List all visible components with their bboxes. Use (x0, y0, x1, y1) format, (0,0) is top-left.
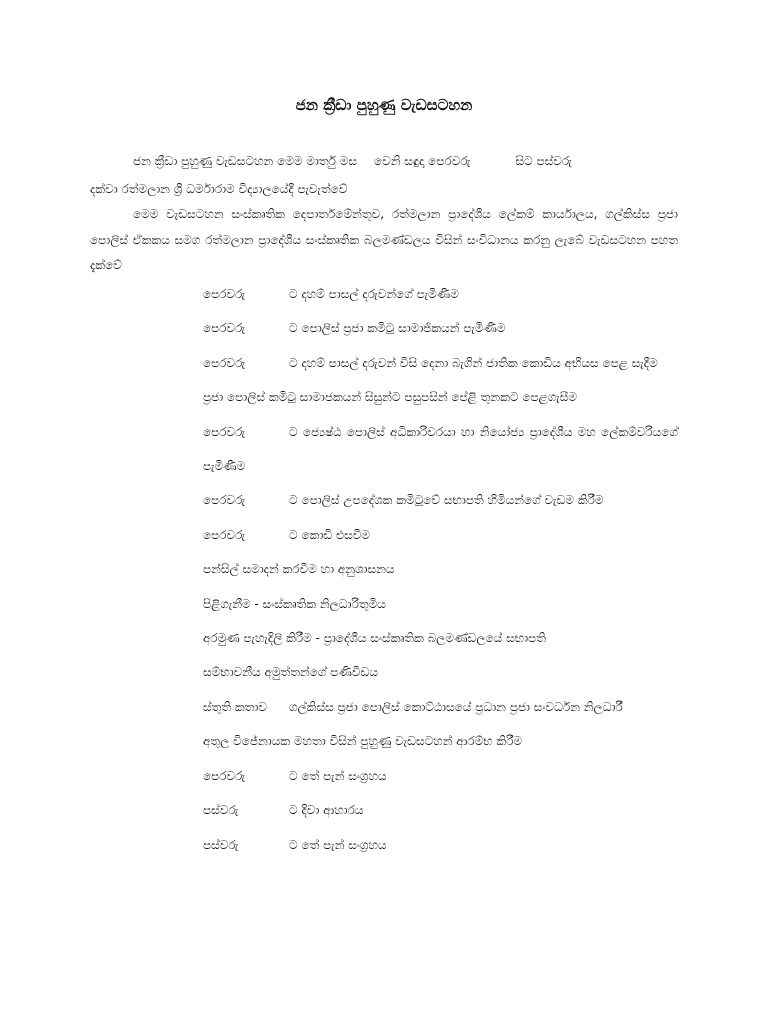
blank-time-field (470, 164, 515, 165)
intro-segment: සිට පස්වරු (515, 154, 572, 168)
schedule-item (203, 311, 678, 345)
schedule-item (203, 483, 678, 517)
document-title: ජන ක්‍රීඩා පුහුණු වැඩසටහන (295, 96, 473, 114)
schedule-item-period: පෙරවරු (203, 768, 246, 783)
schedule-item-text: ට දිවා ආහාරය (289, 803, 364, 818)
intro-segment: දක්වා රත්මලාන ශ්‍රී ධර්මාරාම විද්‍යාලයේදී පැවැත්වේ (90, 182, 348, 196)
schedule-item-text: ට පොලිස් ප්‍රජා කමිටු සාමාජිකයන් පැමිණීම (289, 321, 506, 336)
schedule-item-period: පෙරවරු (203, 527, 246, 542)
schedule-item-period: පෙරවරු (203, 424, 246, 439)
schedule-item-text: ට දහම් පාසල් දරුවන්ගේ පැමිණීම (289, 287, 459, 301)
schedule-item-period: පස්වරු (203, 837, 239, 852)
schedule-item (203, 655, 678, 689)
schedule-item-label: ස්තුති කතාව (203, 699, 267, 714)
schedule-item-text: ට කොඩි එසවීම (289, 527, 371, 542)
schedule-item (203, 724, 678, 758)
description-paragraph: මෙම වැඩසටහන සංස්කෘතික දෙපාර්තමේන්තුව, රත්මලාන ප්‍රාදේශීය ලේකම් කාර්යාලය, ගල්කිස්ස ප්‍රජා පොලිස් ඒකකය සමග රත්මලාන ප්‍රාදේශීය සංස්කෘතික බලමණ්ඩලය විසින් සංවිධානය කරනු ලැබේ වැඩසටහන පහත දැක්වේ (90, 207, 678, 272)
schedule-item-text: ට තේ පැන් සංග්‍රහය (289, 837, 387, 852)
schedule-item (203, 621, 678, 655)
schedule-item (203, 415, 678, 484)
schedule-item (203, 380, 678, 414)
schedule-item-text: ට ජ්‍යෙෂ්ඨ පොලිස් අධිකාරිවරයා හා නියෝජ්‍ය ප්‍රාදේශීය මහ ලේකම්වරියගේ පැමිණීම (203, 424, 678, 474)
schedule-item (203, 587, 678, 621)
schedule-item-period: පෙරවරු (203, 493, 246, 508)
intro-segment: වෙනි සඳුදා පෙරවරු (373, 154, 471, 168)
intro-segment: ජන ක්‍රීඩා පුහුණු වැඩසටහන මෙම මාර්තු මස (133, 154, 357, 168)
schedule-item (203, 518, 678, 552)
schedule-item-period: පෙරවරු (203, 287, 246, 301)
schedule-list (203, 277, 678, 862)
schedule-item-text: පිළිගැනීම - සංස්කෘතික නිලධාරිතුමිය (203, 596, 386, 611)
schedule-item-text: ගල්කිස්ස ප්‍රජා පොලිස් කොට්ඨාසයේ ප්‍රධාන ප්‍රජා සංවර්ධන නිලධාරී (289, 699, 623, 714)
schedule-item-text: ට තේ පැන් සංග්‍රහය (289, 768, 387, 783)
schedule-item (203, 828, 678, 862)
schedule-item-period: පස්වරු (203, 803, 239, 818)
intro-paragraph (90, 147, 678, 203)
schedule-item-text: පන්සිල් සමාදන් කරවීම හා අනුශාසනය (203, 562, 395, 577)
schedule-item (203, 346, 678, 380)
schedule-item-period: පෙරවරු (203, 321, 246, 336)
schedule-item-text: ට පොලිස් උපදේශක කමිටුවේ සභාපති හිමියන්ගේ වැඩම කිරීම (289, 493, 604, 508)
blank-date-field (357, 164, 374, 165)
schedule-item (203, 277, 678, 311)
schedule-item-text: අරමුණ පැහැදිලි කිරීම - ප්‍රාදේශීය සංස්කෘතික බලමණ්ඩලයේ සභාපති (203, 631, 546, 646)
schedule-item-text: අතුල විජේනායක මහතා විසින් පුහුණු වැඩසටහන් ආරම්භ කිරීම (203, 734, 523, 749)
schedule-item-text: ට දහම් පාසල් දරුවන් විසි දෙනා බැගින් ජාතික කොඩිය අභියස පෙළ සැදීම (289, 355, 658, 370)
schedule-item (203, 690, 678, 724)
schedule-item-period: පෙරවරු (203, 355, 246, 370)
schedule-item (203, 759, 678, 793)
schedule-item (203, 552, 678, 586)
schedule-item-text: සම්භාවනීය අමුත්තන්ගේ පණිවිඩය (203, 665, 379, 680)
schedule-item (203, 793, 678, 827)
schedule-item-text: ප්‍රජා පොලිස් කමිටු සාමාජකයන් සිසුන්ට පසුපසින් පේළි තුනකට පෙළගැසීම (203, 390, 577, 405)
